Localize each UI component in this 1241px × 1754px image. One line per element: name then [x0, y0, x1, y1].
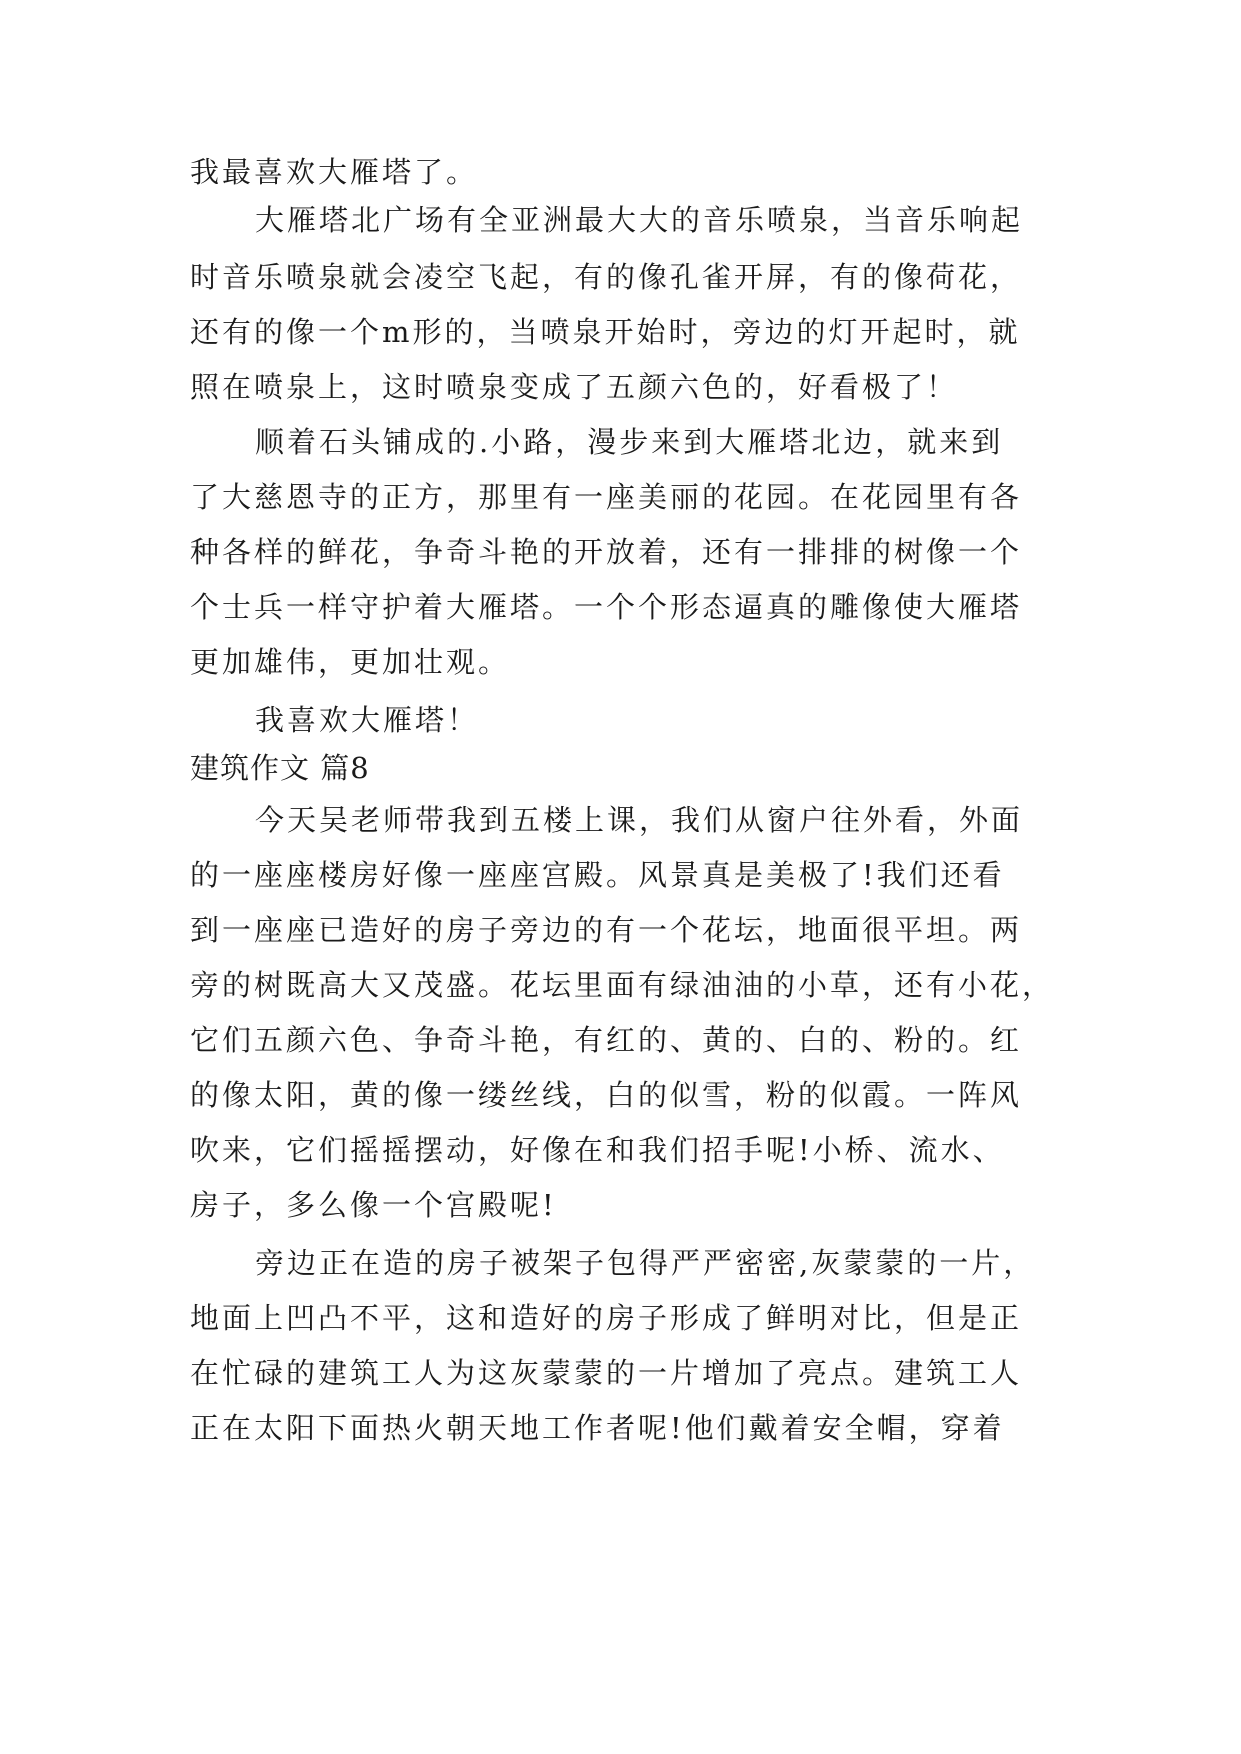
text-line: 的像太阳，黄的像一缕丝线，白的似雪，粉的似霞。一阵风 [190, 1078, 1023, 1112]
text-line: 正在太阳下面热火朝天地工作者呢!他们戴着安全帽，穿着 [190, 1411, 1005, 1445]
section-heading: 建筑作文 篇8 [190, 751, 370, 785]
text-line: 的一座座楼房好像一座座宫殿。风景真是美极了!我们还看 [190, 858, 1005, 892]
text-line: 旁的树既高大又茂盛。花坛里面有绿油油的小草，还有小花， [190, 968, 1055, 1002]
text-line: 还有的像一个m形的，当喷泉开始时，旁边的灯开起时，就 [190, 315, 1021, 349]
paragraph-start: 旁边正在造的房子被架子包得严严密密,灰蒙蒙的一片， [255, 1246, 1036, 1280]
text-line: 种各样的鲜花，争奇斗艳的开放着，还有一排排的树像一个 [190, 535, 1023, 569]
text-line: 了大慈恩寺的正方，那里有一座美丽的花园。在花园里有各 [190, 480, 1023, 514]
text-line: 在忙碌的建筑工人为这灰蒙蒙的一片增加了亮点。建筑工人 [190, 1356, 1023, 1390]
paragraph-start: 顺着石头铺成的.小路，漫步来到大雁塔北边，就来到 [255, 425, 1004, 459]
text-line: 吹来，它们摇摇摆动，好像在和我们招手呢!小桥、流水、 [190, 1133, 1005, 1167]
text-line: 时音乐喷泉就会凌空飞起，有的像孔雀开屏，有的像荷花， [190, 260, 1023, 294]
text-line: 地面上凹凸不平，这和造好的房子形成了鲜明对比，但是正 [190, 1301, 1023, 1335]
text-line: 更加雄伟，更加壮观。 [190, 645, 511, 679]
text-line: 照在喷泉上，这时喷泉变成了五颜六色的，好看极了！ [190, 370, 959, 404]
paragraph-start: 我喜欢大雁塔！ [255, 703, 480, 737]
text-line: 房子，多么像一个宫殿呢! [190, 1188, 557, 1222]
paragraph-start: 今天吴老师带我到五楼上课，我们从窗户往外看，外面 [255, 803, 1024, 837]
text-line: 我最喜欢大雁塔了。 [190, 155, 479, 189]
paragraph-start: 大雁塔北广场有全亚洲最大大的音乐喷泉，当音乐响起 [255, 203, 1024, 237]
text-line: 它们五颜六色、争奇斗艳，有红的、黄的、白的、粉的。红 [190, 1023, 1023, 1057]
text-line: 到一座座已造好的房子旁边的有一个花坛，地面很平坦。两 [190, 913, 1023, 947]
text-line: 个士兵一样守护着大雁塔。一个个形态逼真的雕像使大雁塔 [190, 590, 1023, 624]
